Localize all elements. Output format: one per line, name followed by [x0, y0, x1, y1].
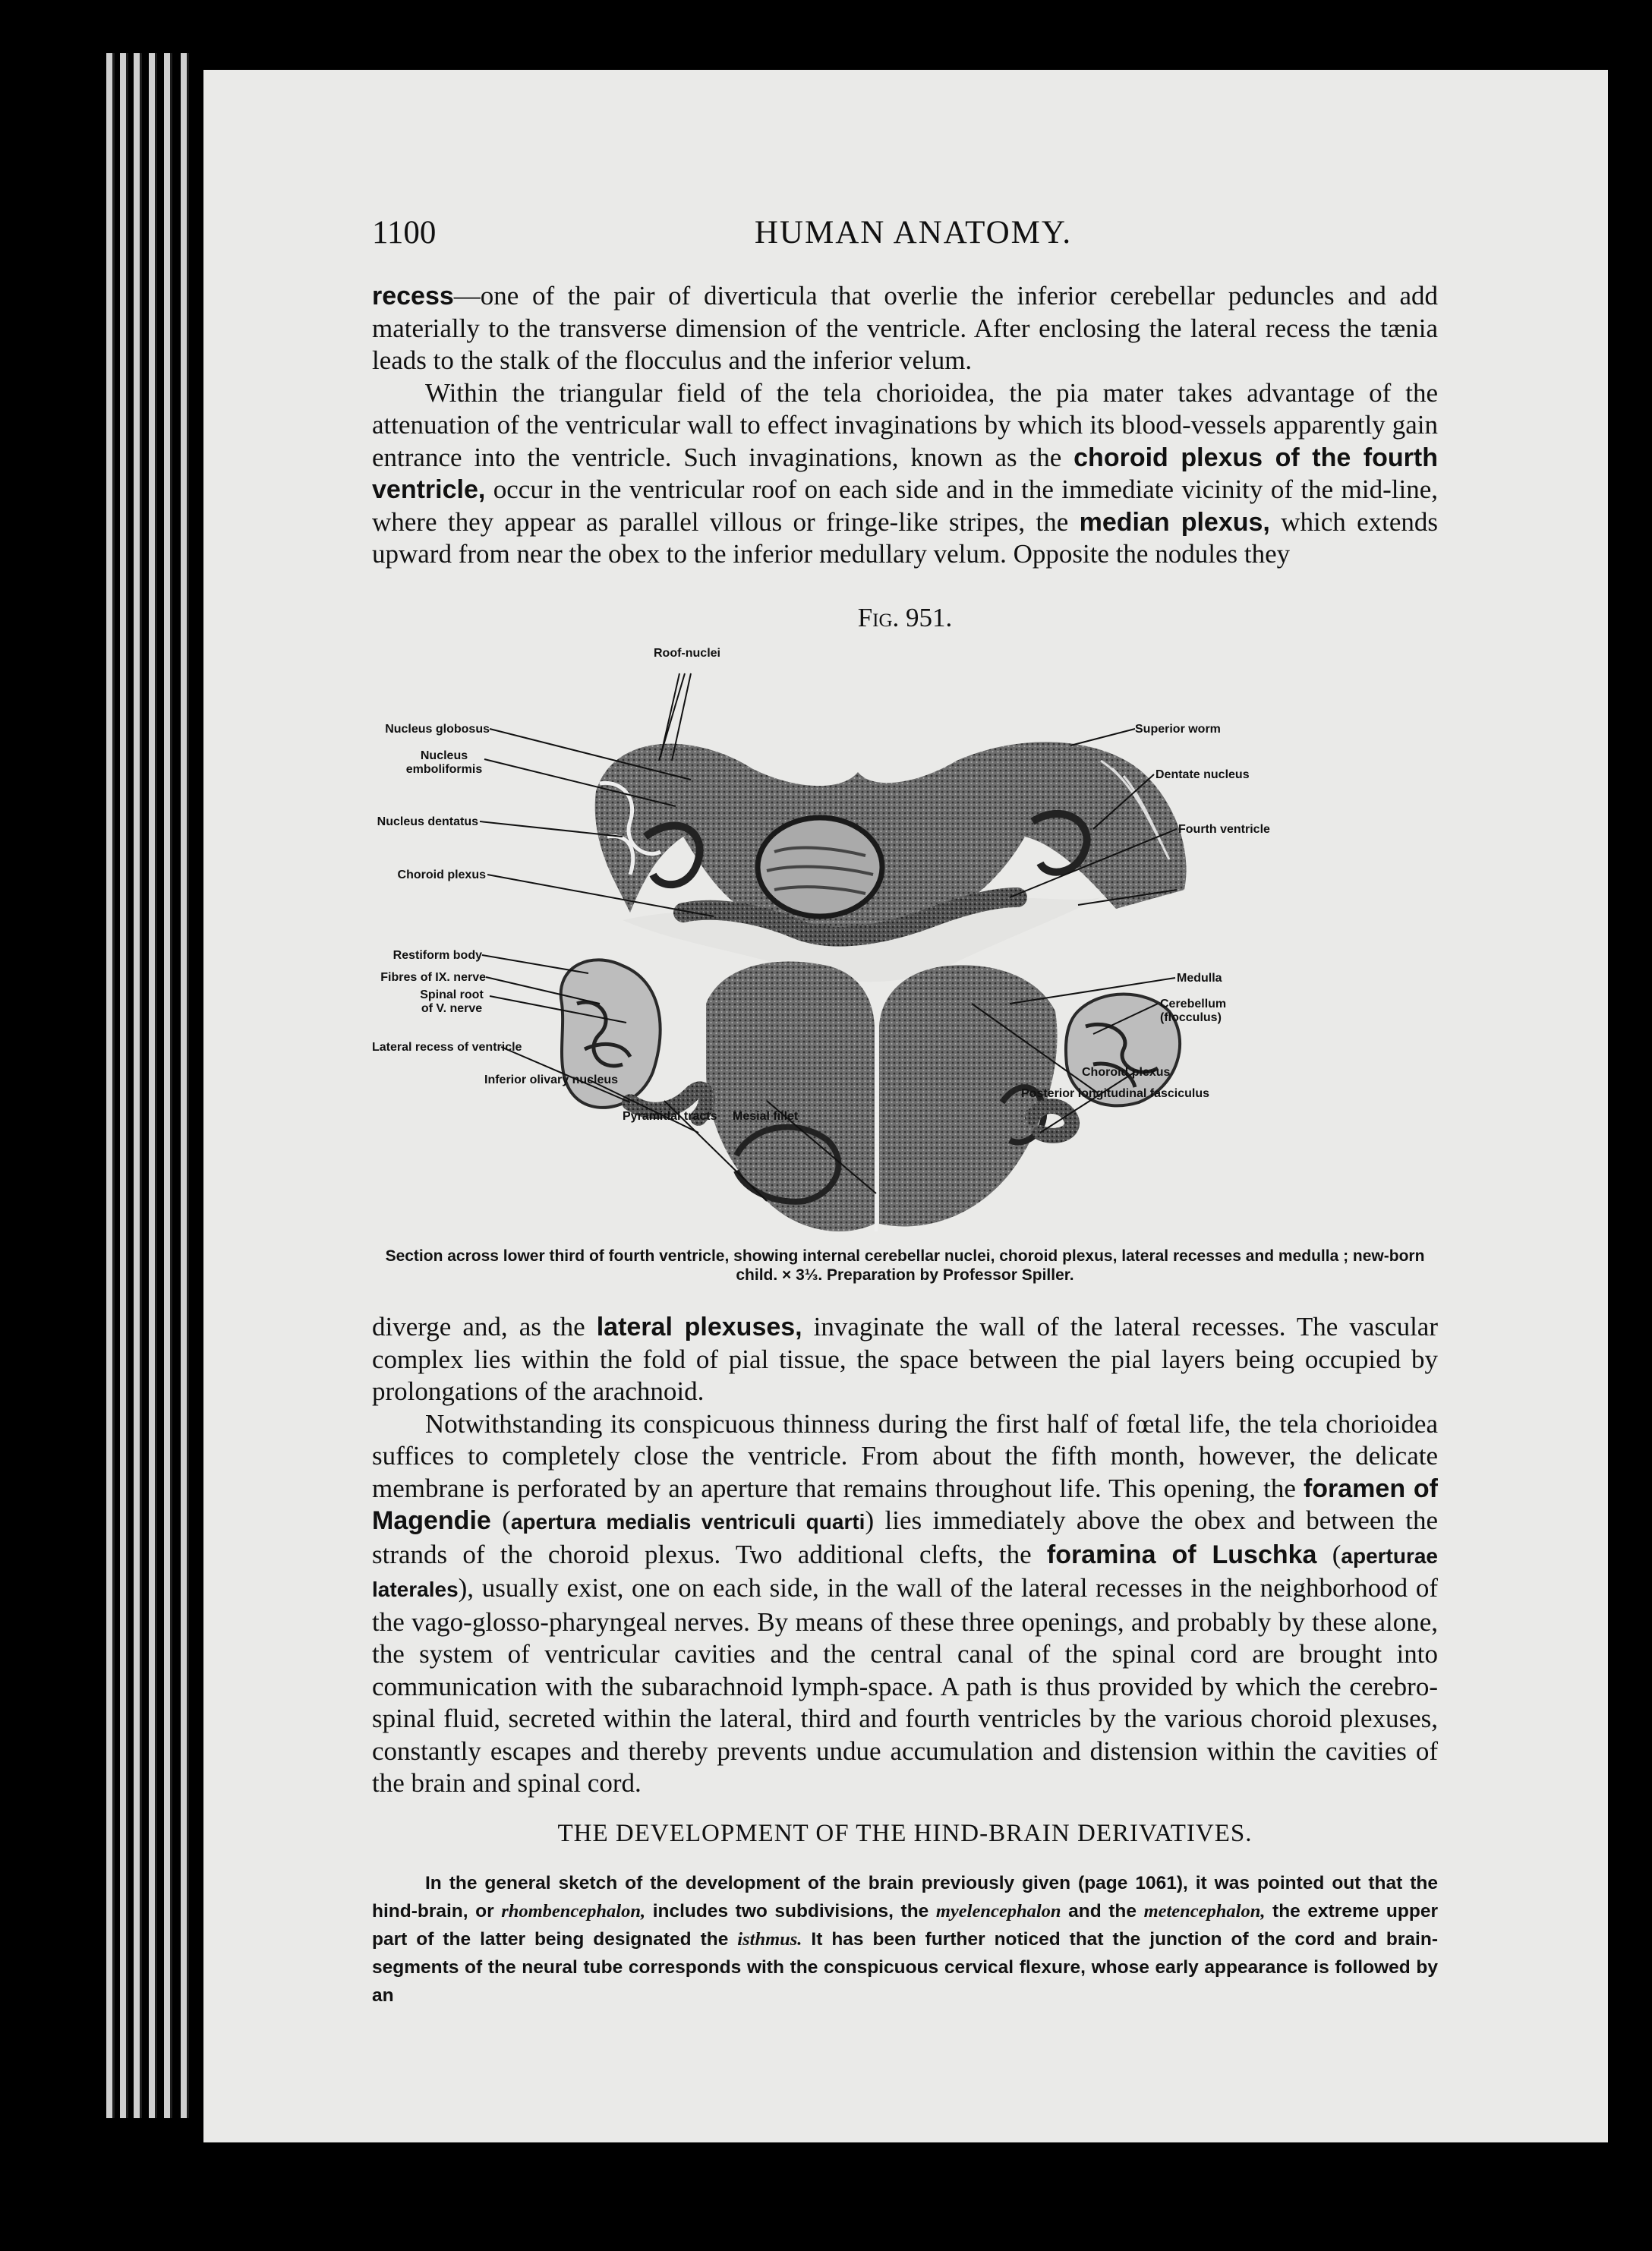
text-run: ), usually exist, one on each side, in the wall of the lateral recesses in the neighborhood of the vago-glosso-pharyngeal nerves. By means of these three openings, and probably by these alone, the system of ventricular cavities and the central canal of the spinal cord are brought into communication with the subarachnoid lymph-space. A path is thus provided by which the cerebro-spinal fluid, secreted within the lateral, third and fourth ventricles by the various choroid plexuses, constantly escapes and thereby prevents undue accumulation and distension within the cavities of the brain and spinal cord.: [372, 1573, 1438, 1798]
latin-term: apertura medialis ventriculi quarti: [510, 1510, 865, 1534]
text-run: ) lies immediately above the obex and between the strands of the choroid plexus. Two additional clefts, the: [372, 1505, 1439, 1569]
figure-caption: Section across lower third of fourth ventricle, showing internal cerebellar nuclei, choroid plexus, lateral recesses and medulla ; new-born child. × 3⅓. Preparation by Professor Spiller.: [385, 1247, 1425, 1284]
italic-term: metencephalon,: [1143, 1901, 1266, 1922]
label-fourth-ventricle: Fourth ventricle: [1178, 823, 1270, 836]
text-run: (: [490, 1505, 511, 1535]
label-mesial-fillet: Mesial fillet: [733, 1110, 799, 1123]
label-choroid-plexus-left: Choroid plexus: [397, 869, 486, 881]
label-pyramidal-tracts: Pyramidal tracts: [623, 1110, 717, 1123]
bold-term: lateral plexuses,: [596, 1313, 802, 1341]
bold-term: foramen of Magendie: [372, 1474, 1438, 1535]
text-run: (: [1316, 1539, 1341, 1569]
bold-term: choroid plexus of the fourth ventricle,: [372, 443, 1438, 504]
label-dentate-nucleus: Dentate nucleus: [1155, 768, 1250, 781]
text-run: occur in the ventricular roof on each side and in the immediate vicinity of the mid-line, where they appear as parallel villous or fringe-like stripes, the: [372, 474, 1438, 537]
italic-term: myelencephalon: [935, 1901, 1061, 1922]
label-fibres-ix-nerve: Fibres of IX. nerve: [380, 971, 486, 984]
label-cerebellum-flocculus: Cerebellum (flocculus): [1160, 998, 1227, 1024]
label-posterior-longitudinal-fasciculus: Posterior longitudinal fasciculus: [1021, 1087, 1210, 1100]
label-nucleus-dentatus: Nucleus dentatus: [377, 815, 478, 828]
text-run: invaginate the wall of the lateral recesses. The vascular complex lies within the fold of pial tissue, the space between the pial layers being occupied by prolongations of the arachnoid.: [372, 1312, 1438, 1406]
bold-term: recess: [372, 282, 454, 311]
label-medulla: Medulla: [1177, 972, 1222, 985]
label-superior-worm: Superior worm: [1135, 723, 1221, 736]
label-restiform-body: Restiform body: [393, 949, 482, 962]
text-run: —one of the pair of diverticula that overlie the inferior cerebellar peduncles and add materially to the transverse dimension of the ventricle. After enclosing the lateral recess the tænia leads to the stalk of the flocculus and the inferior velum.: [372, 281, 1438, 375]
book-page: [203, 70, 1608, 2142]
text-run: Notwithstanding its conspicuous thinness during the first half of fœtal life, the tela chorioidea suffices to completely close the ventricle. From about the fifth month, however, the delicate membrane is perforated by an aperture that remains throughout life. This opening, the: [372, 1408, 1438, 1503]
stacked-page-edges: [106, 53, 205, 2118]
bold-term: foramina of Luschka: [1046, 1540, 1317, 1569]
bold-term: median plexus,: [1079, 507, 1270, 537]
latin-term: aperturae laterales: [372, 1543, 1439, 1601]
label-roof-nuclei: Roof-nuclei: [654, 647, 720, 660]
text-run: Within the triangular field of the tela chorioidea, the pia mater takes advantage of the attenuation of the ventricular wall to effect invaginations by which its blood-vessels apparently gain entrance into the ventricle. Such invaginations, known as the: [372, 377, 1438, 472]
lateral-plexus-right: [1032, 1106, 1072, 1136]
label-inferior-olivary-nucleus: Inferior olivary nucleus: [484, 1073, 619, 1086]
label-choroid-plexus-right: Choroid plexus: [1082, 1066, 1171, 1079]
paragraph: [372, 1408, 1438, 1800]
label-nucleus-emboliformis: Nucleus emboliformis: [405, 749, 483, 776]
label-nucleus-globosus: Nucleus globosus: [385, 723, 490, 736]
paragraph: [372, 280, 1438, 377]
paragraph: [372, 1311, 1438, 1408]
label-lateral-recess: Lateral recess of ventricle: [372, 1041, 522, 1054]
running-head: [372, 214, 1455, 260]
text-run: which extends upward from near the obex to the inferior medullary velum. Opposite the nodules they: [372, 506, 1439, 569]
brain-section-illustration: [372, 647, 1444, 1254]
bottom-text-block: [372, 1311, 1438, 1800]
figure-label: Fig. 951.: [857, 603, 953, 632]
label-spinal-root: Spinal root of V. nerve: [420, 988, 484, 1015]
paragraph: [372, 377, 1438, 571]
page-number: 1100: [372, 215, 437, 251]
figure-brain-section: [372, 647, 1444, 1307]
text-run: diverge and, as the: [372, 1312, 597, 1341]
italic-term: rhombencephalon,: [501, 1901, 646, 1922]
italic-term: isthmus.: [737, 1929, 802, 1950]
section-heading: THE DEVELOPMENT OF THE HIND-BRAIN DERIVATIVES.: [557, 1820, 1253, 1847]
small-print-paragraph: In the general sketch of the development of the brain previously given (page 1061), it was pointed out that the hind-brain, or rhombencephalon, includes two subdivisions, the myelencephalon and the metencephalon, the extreme upper part of the latter being designated the isthmus. It has been further noticed that the junction of the cord and brain-segments of the neural tube corresponds with the conspicuous cervical flexure, whose early appearance is followed by an: [372, 1873, 1438, 2006]
medulla-left: [706, 961, 875, 1231]
running-title: HUMAN ANATOMY.: [754, 215, 1073, 251]
top-text-block: [372, 280, 1438, 571]
